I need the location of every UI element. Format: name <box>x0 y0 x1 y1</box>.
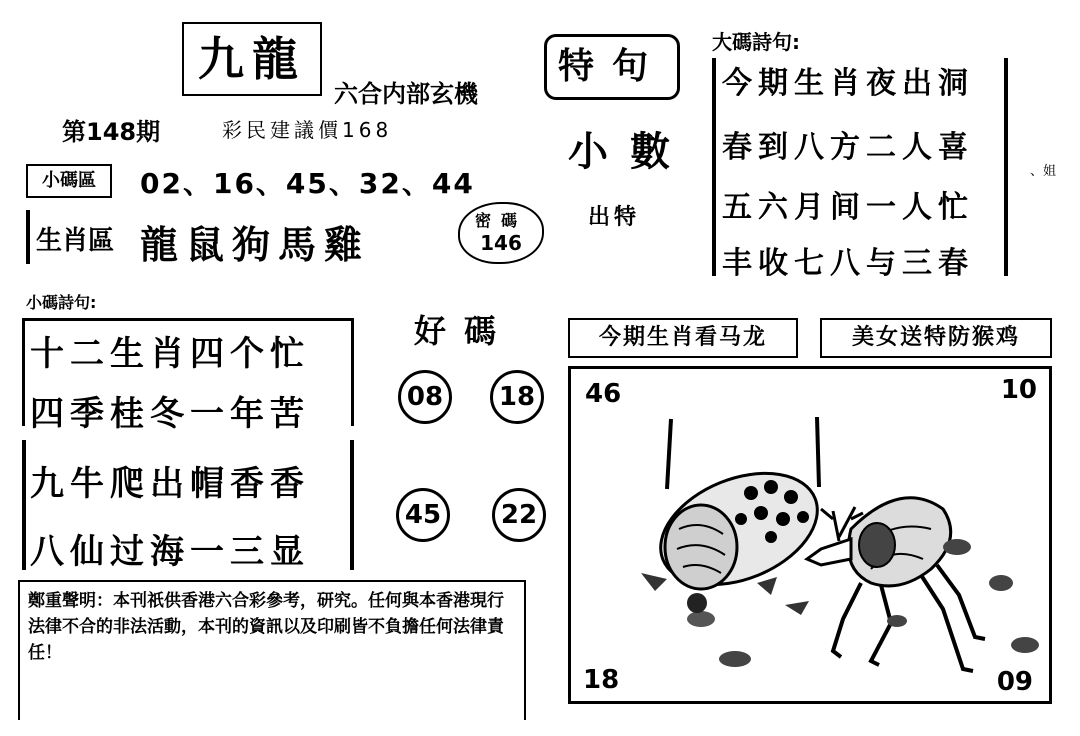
page-title: 九龍 <box>198 32 306 86</box>
side-note: 、姐 <box>1030 164 1057 179</box>
small-code-label-box <box>26 164 112 198</box>
small-code-label: 小碼區 <box>42 170 96 191</box>
big-code-poem-heading: 大碼詩句: <box>712 30 800 54</box>
special-phrase-label-box <box>544 34 680 100</box>
price: 彩民建議價168 <box>222 118 393 142</box>
secret-code-label: 密碼 <box>474 211 527 230</box>
small-code-poem-line: 九牛爬出帽香香 <box>30 464 310 504</box>
small-code-numbers: 02、16、45、32、44 <box>140 167 475 200</box>
small-code-poem-line: 八仙过海一三显 <box>30 532 310 572</box>
disclaimer-text: 鄭重聲明：本刊祇供香港六合彩參考，研究。任何與本香港現行法律不合的非法活動，本刊的資訊以及印刷皆不負擔任何法律責任！ <box>28 591 504 663</box>
leaf-shard <box>757 577 777 595</box>
secret-code-value: 146 <box>480 231 522 255</box>
rock <box>719 651 751 667</box>
picture-frame <box>568 366 1052 704</box>
good-code-circle: 45 <box>396 488 450 542</box>
small-code-poem-frame-left <box>22 440 26 570</box>
big-code-poem-line: 丰收七八与三春 <box>722 246 974 281</box>
deer <box>807 498 985 671</box>
special-phrase-text: 小數 <box>568 129 692 175</box>
secret-code-badge <box>458 202 544 264</box>
leaf-shard <box>641 573 667 591</box>
corner-number-bottom-left: 18 <box>583 665 620 695</box>
rock <box>943 539 971 555</box>
antenna-left <box>667 419 671 489</box>
rock <box>1011 637 1039 653</box>
small-code-poem-line: 四季桂冬一年苦 <box>30 394 310 434</box>
big-code-poem-line: 今期生肖夜出洞 <box>722 66 974 101</box>
corner-number-bottom-right: 09 <box>996 667 1033 697</box>
big-code-poem-line: 五六月间一人忙 <box>722 190 974 225</box>
corner-number-top-left: 46 <box>585 379 622 409</box>
rock <box>887 615 907 627</box>
big-code-poem-frame-left <box>712 58 716 276</box>
riddle-left-text: 今期生肖看马龙 <box>598 325 767 350</box>
leaf-shard <box>785 601 809 615</box>
zodiac-frame-left <box>26 210 30 264</box>
rock <box>989 575 1013 591</box>
deer-and-shell-illustration <box>571 369 1049 701</box>
title-box <box>182 22 322 96</box>
riddle-left-box <box>568 318 798 358</box>
zodiac-label: 生肖區 <box>36 226 115 256</box>
antenna-right <box>817 417 819 487</box>
small-code-poem-line: 十二生肖四个忙 <box>30 334 310 374</box>
good-codes-heading: 好碼 <box>414 312 515 350</box>
issue-number: 第148期 <box>62 118 161 146</box>
good-code-circle: 18 <box>490 370 544 424</box>
small-code-poem-frame-right <box>350 440 354 570</box>
good-code-circle: 22 <box>492 488 546 542</box>
riddle-right-text: 美女送特防猴鸡 <box>851 325 1020 350</box>
disclaimer-box <box>18 580 526 720</box>
riddle-right-box <box>820 318 1052 358</box>
shell-capsule <box>644 452 834 606</box>
special-phrase-label: 特句 <box>557 46 666 87</box>
good-code-circle: 08 <box>398 370 452 424</box>
corner-number-top-right: 10 <box>1000 375 1037 405</box>
small-code-poem-heading: 小碼詩句: <box>26 293 97 312</box>
subtitle: 六合内部玄機 <box>334 80 478 108</box>
special-phrase-sub: 出特 <box>588 205 641 230</box>
flower <box>687 593 707 613</box>
big-code-poem-frame-right <box>1004 58 1008 276</box>
rock <box>687 611 715 627</box>
zodiac-animals: 龍鼠狗馬雞 <box>140 223 371 267</box>
big-code-poem-line: 春到八方二人喜 <box>722 130 974 165</box>
